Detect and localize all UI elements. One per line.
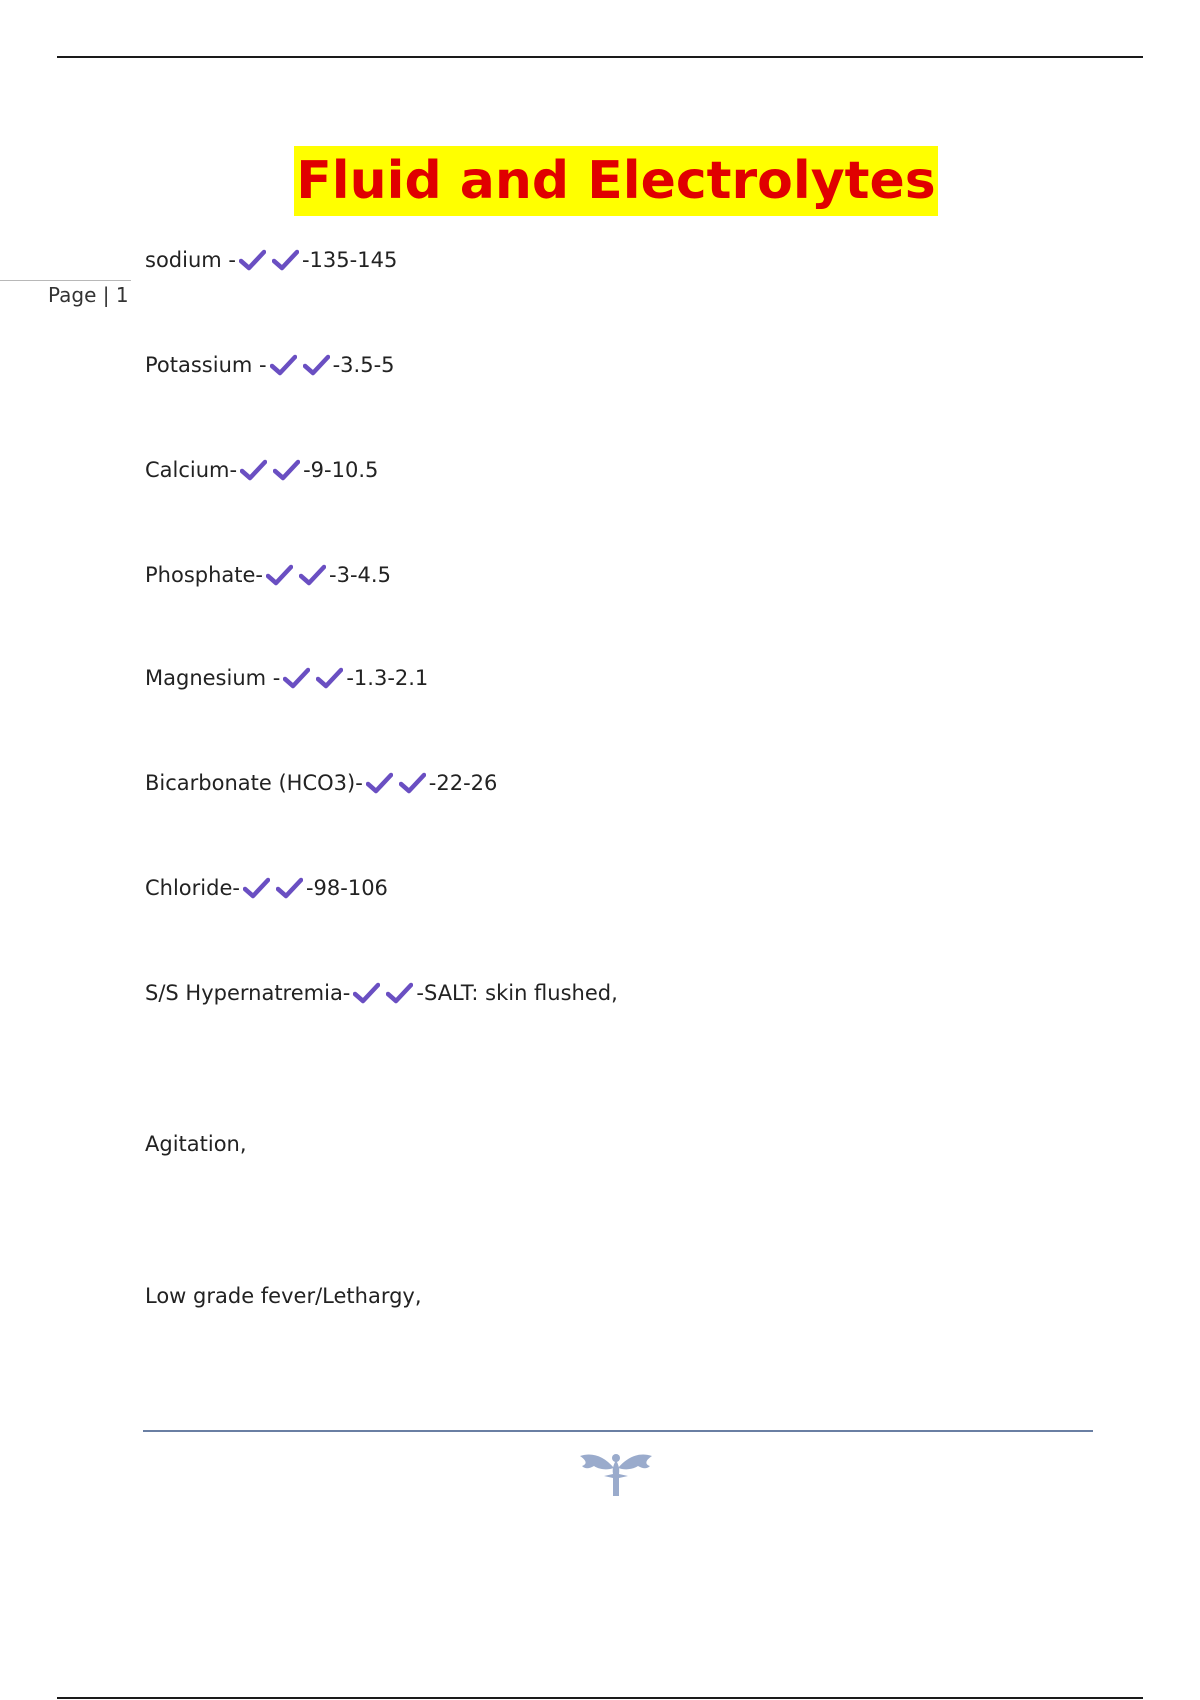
item-label: Calcium- xyxy=(145,458,238,482)
check-mark-icon xyxy=(270,354,297,376)
item-value: -3.5-5 xyxy=(332,353,395,377)
check-mark-icon xyxy=(239,249,266,271)
check-mark-icon xyxy=(353,982,380,1004)
check-mark-icon xyxy=(399,772,426,794)
page-label-divider xyxy=(0,280,131,281)
item-label: Bicarbonate (HCO3)- xyxy=(145,771,363,795)
check-mark-icon xyxy=(386,982,413,1004)
list-item xyxy=(145,350,395,380)
item-label: Magnesium - xyxy=(145,666,281,690)
check-mark-icon xyxy=(283,667,310,689)
list-item xyxy=(145,873,388,903)
check-mark-icon xyxy=(303,354,330,376)
check-mark-icon xyxy=(299,564,326,586)
continuation-line xyxy=(145,1281,422,1311)
header-rule xyxy=(57,56,1143,58)
list-item xyxy=(145,560,391,590)
list-item xyxy=(145,663,428,693)
check-mark-icon xyxy=(316,667,343,689)
check-mark-icon xyxy=(276,877,303,899)
item-value: -3-4.5 xyxy=(329,563,391,587)
item-value: -135-145 xyxy=(301,248,398,272)
continuation-text: Agitation, xyxy=(145,1132,247,1156)
check-mark-icon xyxy=(366,772,393,794)
check-mark-icon xyxy=(243,877,270,899)
item-value: -9-10.5 xyxy=(303,458,379,482)
page-bottom-rule xyxy=(57,1697,1143,1699)
item-label: Chloride- xyxy=(145,876,240,900)
item-label: sodium - xyxy=(145,248,236,272)
list-item xyxy=(145,768,497,798)
check-mark-icon xyxy=(273,459,300,481)
check-mark-icon xyxy=(240,459,267,481)
item-value: -SALT: skin flushed, xyxy=(416,981,618,1005)
item-value: -22-26 xyxy=(428,771,498,795)
logo-icon xyxy=(578,1446,654,1498)
footer-rule xyxy=(143,1430,1093,1432)
page-number-label: Page | 1 xyxy=(48,283,129,307)
item-label: Potassium - xyxy=(145,353,267,377)
list-item xyxy=(145,245,397,275)
title-container xyxy=(0,146,1200,216)
check-mark-icon xyxy=(266,564,293,586)
item-label: S/S Hypernatremia- xyxy=(145,981,351,1005)
continuation-text: Low grade fever/Lethargy, xyxy=(145,1284,422,1308)
continuation-line xyxy=(145,1129,247,1159)
document-title: Fluid and Electrolytes xyxy=(294,146,937,216)
check-mark-icon xyxy=(272,249,299,271)
list-item xyxy=(145,455,378,485)
item-label: Phosphate- xyxy=(145,563,264,587)
item-value: -1.3-2.1 xyxy=(346,666,429,690)
item-value: -98-106 xyxy=(305,876,388,900)
list-item xyxy=(145,978,618,1008)
